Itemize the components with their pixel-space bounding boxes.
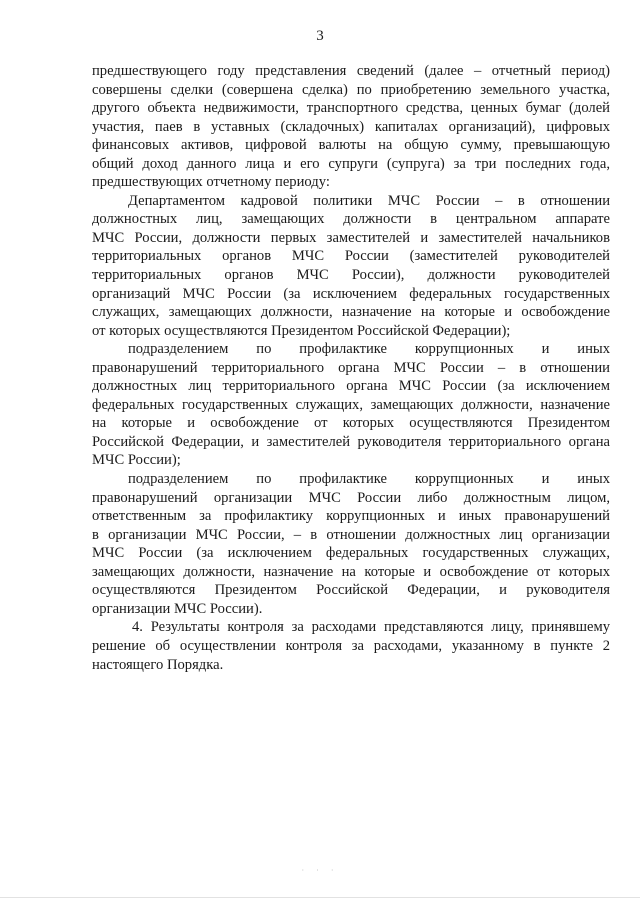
text-line: предшествующих отчетному периоду: bbox=[92, 174, 330, 191]
text-line: участия, паев в уставных (складочных) капиталах организаций), цифровых bbox=[92, 118, 610, 135]
text-line: МЧС России (за исключением федеральных государственных служащих, bbox=[92, 545, 610, 562]
text-line: предшествующего году представления сведений (далее – отчетный период) bbox=[92, 63, 610, 79]
text-line: должностных лиц территориального органа МЧС России (за исключением bbox=[92, 378, 610, 395]
text-line: федеральных государственных служащих, замещающих должности, назначение bbox=[92, 396, 610, 413]
paragraph-start-line: Департаментом кадровой политики МЧС России – в отношении bbox=[128, 192, 610, 209]
text-line: замещающих должности, назначение на которые и освобождение от которых bbox=[92, 563, 610, 580]
scan-marks: · · · bbox=[301, 866, 339, 875]
text-line: совершены сделки (совершена сделка) по приобретению земельного участка, bbox=[92, 81, 610, 98]
text-line: служащих, замещающих должности, назначение на которые и освобождение bbox=[92, 304, 610, 321]
text-line: Российской Федерации, и заместителей руководителя территориального органа bbox=[92, 433, 610, 450]
text-line: организаций МЧС России (за исключением федеральных государственных bbox=[92, 285, 610, 302]
paragraph-start-line: подразделением по профилактике коррупционных и иных bbox=[128, 471, 610, 488]
text-line: решение об осуществлении контроля за расходами, указанному в пункте 2 bbox=[92, 637, 610, 654]
text-line: правонарушений организации МЧС России либо должностным лицом, bbox=[92, 489, 610, 506]
text-line: территориальных органов МЧС России (заместителей руководителей bbox=[92, 248, 610, 265]
text-line: другого объекта недвижимости, транспортного средства, ценных бумаг (долей bbox=[92, 100, 610, 117]
text-line: в организации МЧС России, – в отношении должностных лиц организации bbox=[92, 526, 610, 543]
text-line: финансовых активов, цифровой валюты на общую сумму, превышающую bbox=[92, 137, 610, 154]
text-line: общий доход данного лица и его супруги (супруга) за три последних года, bbox=[92, 155, 610, 172]
paragraph-start-line: подразделением по профилактике коррупционных и иных bbox=[128, 341, 610, 358]
text-line: МЧС России, должности первых заместителей и заместителей начальников bbox=[92, 229, 610, 246]
text-line: территориальных органов МЧС России), должности руководителей bbox=[92, 267, 610, 284]
text-line: должностных лиц, замещающих должности в центральном аппарате bbox=[92, 211, 610, 228]
text-line: МЧС России); bbox=[92, 452, 181, 469]
document-body bbox=[92, 62, 610, 674]
text-line: правонарушений территориального органа МЧС России – в отношении bbox=[92, 359, 610, 376]
paragraph-start-line: 4. Результаты контроля за расходами представляются лицу, принявшему bbox=[132, 619, 610, 636]
page-number: 3 bbox=[316, 28, 324, 44]
text-line: организации МЧС России). bbox=[92, 600, 263, 617]
text-line: на которые и освобождение от которых осуществляются Президентом bbox=[92, 415, 610, 432]
text-line: осуществляются Президентом Российской Федерации, и руководителя bbox=[92, 582, 610, 599]
text-line: настоящего Порядка. bbox=[92, 656, 224, 673]
text-line: от которых осуществляются Президентом Российской Федерации); bbox=[92, 322, 511, 339]
text-line: ответственным за профилактику коррупционных и иных правонарушений bbox=[92, 508, 610, 525]
